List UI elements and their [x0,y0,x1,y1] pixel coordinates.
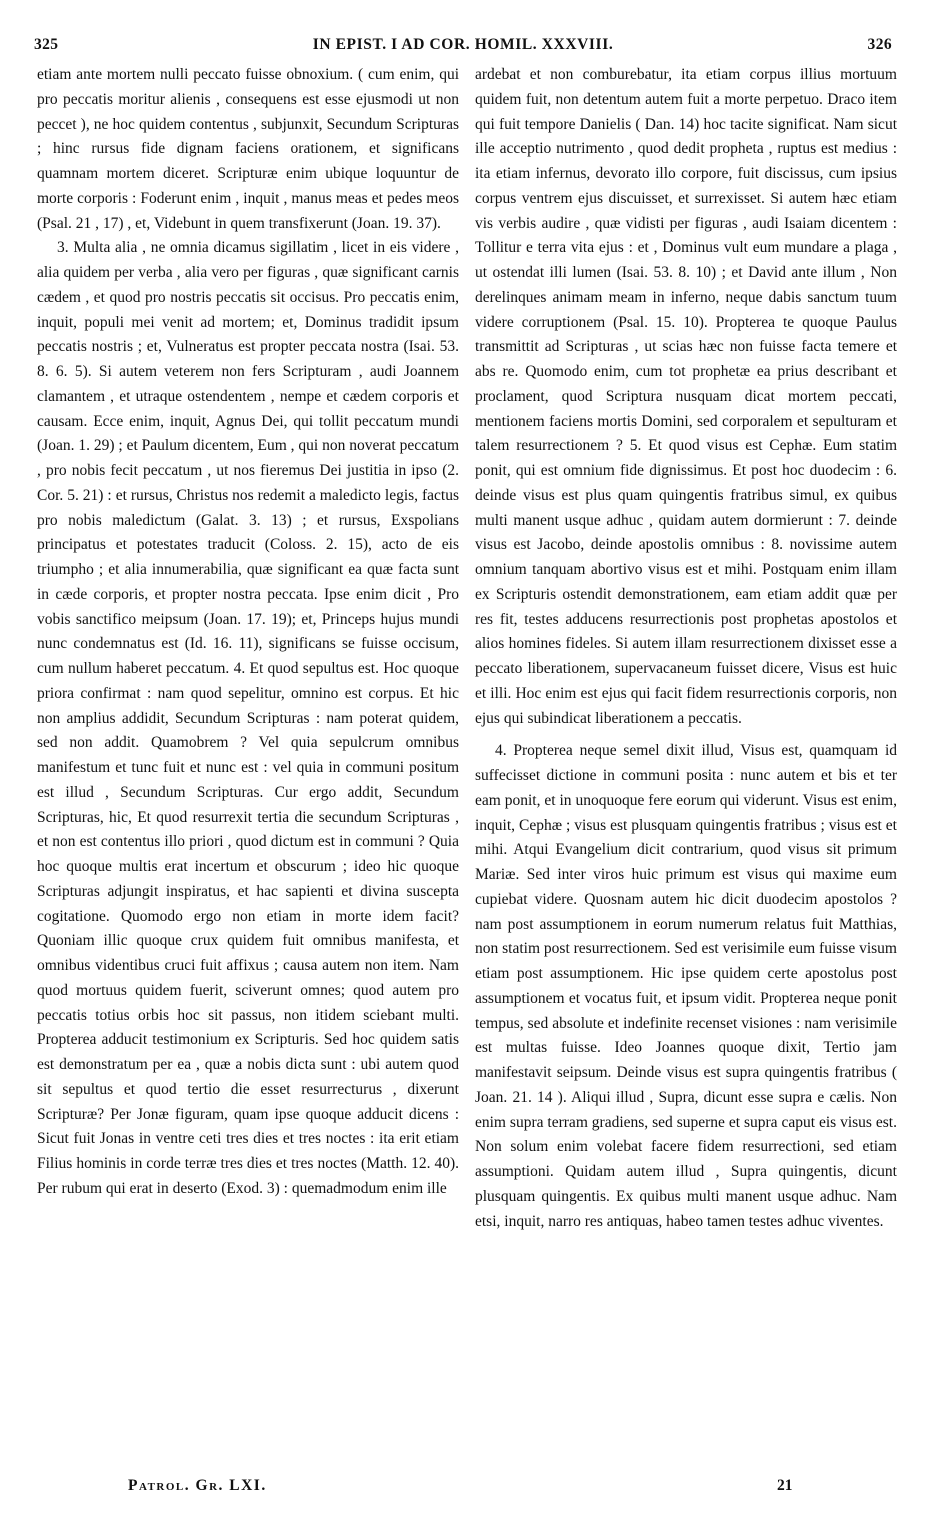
page-number-left: 325 [34,36,59,53]
paragraph: 4. Propterea neque semel dixit illud, Visus est, quamquam id suffecisset dictione in communi posita : nunc autem et bis et ter eam ponit, et in unoquoque fere eorum qui viderunt. Visus est enim, inquit, Cephæ ; visus est plusquam quingentis fratribus ; visus est et mihi. Atqui Evangelium dicit contrarium, quod visus sit primum Mariæ. Sed inter viros huic primum est visus qui maxime eum cupiebat videre. Quosnam autem hic dicit duodecim apostolos ? nam post assumptionem in eorum numerum relatus fuit Matthias, non statim post resurrectionem. Sed est verisimile eum fuisse visum etiam post assumptionem. Hic ipse quidem certe apostolus post assumptionem et vocatus fuit, et ipsum vidit. Propterea neque ponit tempus, sed absolute et indefinite recenset visiones : nam verisimile est multas fuisse. Ideo Joannes quoque dixit, Tertio jam manifestavit seipsum. Deinde visus est supra quingentis fratribus ( Joan. 21. 14 ). Aliqui illud , Supra, dicunt esse supra e cælis. Non enim supra terram gradiens, sed superne et supra caput eis visus est. Non solum enim volebat facere fidem resurrectioni, sed etiam assumptioni. Quidam autem illud , Supra quingentis, dicunt plusquam quingentis. Ex quibus multi manent usque adhuc. Nam etsi, inquit, narro res antiquas, habeo tamen testes adhuc viventes. [475,742,897,1230]
running-title: IN EPIST. I AD COR. HOMIL. XXXVIII. [312,36,614,53]
right-column [475,63,897,1234]
running-header [34,36,892,58]
footer-sheet-number: 21 [777,1477,793,1494]
left-column [37,63,459,1202]
paragraph: etiam ante mortem nulli peccato fuisse obnoxium. ( cum enim, qui pro peccatis moritur alienis , consequens est esse ejusmodi ut non peccet ), ne hoc quidem contentus , subjunxit, Secundum Scripturas ; hinc rursus fide dignam faciens orationem, et significans quamnam mortem diceret. Scripturæ enim ubique loquuntur de morte corporis : Foderunt enim , inquit , manus meas et pedes meos (Psal. 21 , 17) , et, Videbunt in quem transfixerunt (Joan. 19. 37). [37,66,459,232]
page-number-right: 326 [867,36,892,53]
paragraph: ardebat et non comburebatur, ita etiam corpus illius mortuum quidem fuit, non detentum autem fuit a morte perpetuo. Draco item qui fuit tempore Danielis ( Dan. 14) hoc tacite significat. Nam sicut ille acceptio nutrimento , quod dedit propheta , ruptus est medius : ita etiam infernus, devorato illo corpore, fuit discissus, cum ipsius corpus ventrem ejus discuisset, et surrexisset. Si autem hæc etiam vis verbis audire , quæ vidisti per figuras , audi Isaiam dicentem : Tollitur e terra vita ejus : et , Dominus vult eum mundare a plaga , ut ostendat illi lumen (Isai. 53. 8. 10) ; et David ante illum , Non derelinques animam meam in inferno, neque dabis sanctum tuum videre corruptionem (Psal. 15. 10). Propterea te quoque Paulus transmittit ad Scripturas , ut scias hæc non fuisse facta temere et abs re. Quomodo enim, cum tot prophetæ ea prius describant et proclament, quod Scriptura nusquam dicat mortem peccati, mentionem faciens mortis Domini, sed corporalem et sepulturam et talem resurrectionem ? 5. Et quod visus est Cephæ. Eum statim ponit, qui est omnium fide dignissimus. Et post hoc duodecim : 6. deinde visus est plus quam quingentis fratribus simul, ex quibus multi manent usque adhuc , quidam autem dormierunt : 7. deinde visus est Jacobo, deinde apostolis omnibus : 8. novissime autem omnium tanquam abortivo visus est et mihi. Postquam enim illam ex Scripturis ostendit demonstrationem, eam etiam addit quæ per res fit, testes adducens resurrectionis post prophetas apostolos et alios homines fideles. Si autem illam resurrectionem dixisset esse a peccato liberationem, supervacaneum fuisset dicere, Visus est huic et illi. Hoc enim est ejus qui facit fidem resurrectionis corporis, non ejus qui subindicat liberationem a peccatis. [475,66,897,727]
paragraph: 3. Multa alia , ne omnia dicamus sigillatim , licet in eis videre , alia quidem per verba , alia vero per figuras , quæ significant carnis cædem , et quod pro nostris peccatis sit occisus. Pro peccatis enim, inquit, populi mei venit ad mortem; et, Dominus tradidit ipsum peccatis nostris ; et, Vulneratus est propter peccata nostra (Isai. 53. 8. 6. 5). Si autem veterem non fers Scripturam , audi Joannem clamantem , et utraque ostendentem , nempe et cædem corporis et causam. Ecce enim, inquit, Agnus Dei, qui tollit peccatum mundi (Joan. 1. 29) ; et Paulum dicentem, Eum , qui non noverat peccatum , pro nobis fecit peccatum , ut nos fieremus Dei justitia in ipso (2. Cor. 5. 21) : et rursus, Christus nos redemit a maledicto legis, factus pro nobis maledictum (Galat. 3. 13) ; et rursus, Exspolians principatus et potestates traducit (Coloss. 2. 15), acto de eis triumpho ; et alia innumerabilia, quæ significant ea quæ facta sunt in cæde corporis, et propter nostra peccata. Ipse enim dicit , Pro vobis sanctifico meipsum (Joan. 17. 19); et, Princeps hujus mundi nunc condemnatus est (Id. 16. 11), significans se fuisse occisum, cum nullum haberet peccatum. 4. Et quod sepultus est. Hoc quoque priora confirmat : nam quod sepelitur, omnino est corpus. Et hic non amplius addidit, Secundum Scripturas : nam poterat quidem, sed non addit. Quamobrem ? Vel quia sepulcrum omnibus manifestum et tunc fuit et nunc est : vel quia in communi positum est illud , Secundum Scripturas. Cur ergo addit, Secundum Scripturas, hic, Et quod resurrexit tertia die secundum Scripturas , et non est contentus illo priori , quod dictum est in communi ? Quia hoc quoque multis erat incertum et obscurum ; ideo hic quoque Scripturas adjungit inspiratus, et hac sapienti et divina suscepta cogitatione. Quomodo ergo non etiam in morte idem facit? Quoniam illic quoque crux quidem fuit omnibus manifesta, et omnibus videntibus cruci fuit affixus ; causa autem non item. Nam quod mortuus quidem fuerit, sciverunt omnes; quod autem pro peccatis totius orbis hoc sit passus, non itidem sciebant multi. Propterea adducit testimonium ex Scripturis. Sed hoc quidem satis est demonstratum per ea , quæ a nobis dicta sunt : ubi autem quod sit sepultus et quod tertio die esset resurrecturus , dixerunt Scripturæ? Per Jonæ figuram, quam ipse quoque adducit dicens : Sicut fuit Jonas in ventre ceti tres dies et tres noctes : ita erit etiam Filius hominis in corde terræ tres dies et tres noctes (Matth. 12. 40). Per rubum qui erat in deserto (Exod. 3) : quemadmodum enim ille [37,239,459,1197]
footer-signature: Patrol. Gr. LXI. [128,1477,267,1494]
